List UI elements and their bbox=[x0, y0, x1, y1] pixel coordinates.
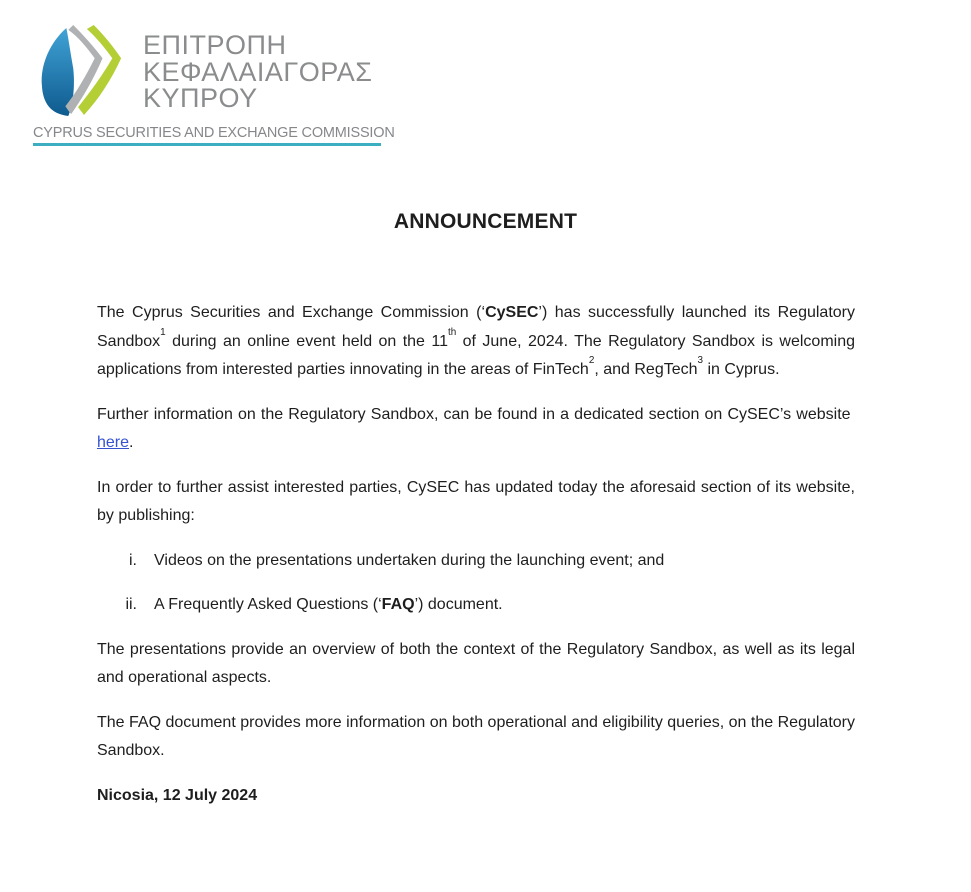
list-item-videos bbox=[97, 547, 855, 576]
logo-org-name bbox=[143, 32, 372, 112]
list-marker: ii. bbox=[125, 596, 137, 613]
logo-org-name-line: ΚΕΦΑΛΑΙΑΓΟΡΑΣ bbox=[143, 56, 373, 87]
paragraph-presentations: The presentations provide an overview of both the context of the Regulatory Sandbox, as well as its legal and operational aspects. bbox=[97, 640, 860, 686]
page-title: ANNOUNCEMENT bbox=[393, 210, 578, 233]
date-line: Nicosia, 12 July 2024 bbox=[97, 786, 258, 804]
logo-tagline: CYPRUS SECURITIES AND EXCHANGE COMMISSION bbox=[33, 125, 395, 141]
paragraph-further-info: Further information on the Regulatory Sandbox, can be found in a dedicated section on CySEC’s website here. bbox=[97, 405, 860, 451]
list-marker: i. bbox=[129, 551, 137, 569]
list-item-faq bbox=[97, 591, 855, 620]
announcement-body bbox=[97, 299, 860, 826]
logo-org-name-line: ΚΥΠΡΟΥ bbox=[143, 83, 258, 113]
paragraph-publishing: In order to further assist interested parties, CySEC has updated today the aforesaid section of its website, by publishing: bbox=[97, 478, 860, 524]
logo-tagline-underline bbox=[33, 143, 381, 146]
paragraph-faq-document: The FAQ document provides more information on both operational and eligibility queries, on the Regulatory Sandbox. bbox=[97, 713, 860, 759]
logo-org-name-line: ΕΠΙΤΡΟΠΗ bbox=[143, 30, 287, 60]
list-item-text: Videos on the presentations undertaken during the launching event; and bbox=[154, 551, 665, 569]
cysec-logo-icon bbox=[38, 24, 126, 118]
paragraph-launch: The Cyprus Securities and Exchange Commission (‘CySEC’) has successfully launched its Regulatory Sandbox$^1$ during an online event held on the 11th of June, 2024. The Regulatory Sandbox is welcoming applications from interested parties innovating in the areas of FinTech$^2$, and RegTech$^3$ in Cyprus. bbox=[97, 304, 860, 378]
here-link[interactable]: here bbox=[97, 434, 130, 451]
list-item-text: A Frequently Asked Questions (‘FAQ’) document. bbox=[154, 596, 503, 613]
cysec-logo bbox=[33, 24, 395, 146]
